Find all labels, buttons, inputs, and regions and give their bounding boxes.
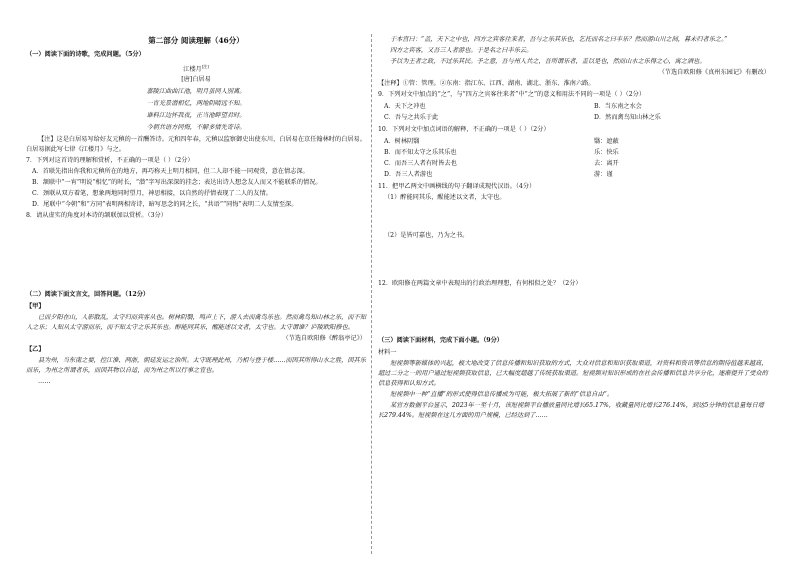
passage-yi-ellipsis: …… bbox=[38, 378, 51, 386]
q10-option-a: A．树林阴翳 bbox=[384, 138, 420, 145]
passage-jia-label: 【甲】 bbox=[26, 303, 45, 311]
poem-line: 一宵光景潜相忆，两地阴晴远不知。 bbox=[146, 100, 246, 108]
q8-answer-space[interactable] bbox=[26, 222, 366, 288]
q7-option-a: A．首联先指出你我和元稹所在的地方，再巧称天上明月相同，但二人却不能一同观赏，意在情志深。 bbox=[32, 168, 309, 176]
question-7: 7．下列对这首诗的理解和赏析，不正确的一项是（ ）（2分） bbox=[26, 157, 194, 165]
passage-continuation-1: 于本宫曰：“盖，天下之中也，四方之宾客往来者，吾与之乐其乐也，乞托而名之曰丰乐？然而游山川之间，暮未归者乐之。” bbox=[390, 36, 728, 43]
question-9: 9．下列对文中加点的“之”，与“四方之宾客往来者”中“之”的意义和用法不同的一项是（ ）（2分） bbox=[378, 91, 646, 98]
question-10: 10．下列对文中加点词语的解释，不正确的一项是（ ）（2分） bbox=[378, 126, 550, 133]
q10-option-b: B．而不知太守之乐其乐也 bbox=[384, 149, 457, 156]
poem-title bbox=[26, 62, 366, 75]
q7-option-b: B．颔联中“一宵”明说“相忆”的时长，“潜”字写出深深的挂念；表达出诗人想念友人而又不能联系的情况。 bbox=[32, 179, 322, 187]
poem-title-text: 江楼月 bbox=[183, 66, 202, 74]
q9-option-d: D．然而禽鸟知山林之乐 bbox=[594, 114, 661, 121]
passage-continuation-2: 四方之宾客，又吾三人者游也。于是名之曰丰乐云。 bbox=[390, 47, 533, 54]
passage-continuation-3: 予以为王者之政，不过乐其民。予之意，吾与州人共之，吾所谓乐者，盖以是也，然而山水之乐得之心，寓之酒也。 bbox=[390, 58, 706, 65]
section3-heading: （三）阅读下面材料，完成下面小题。（9分） bbox=[378, 337, 503, 344]
q10-option-c: C．而吾三人者有时皆去也 bbox=[384, 160, 457, 167]
material1-text: 短视频等新媒体的兴起，极大地改变了信息传播和知识获取的方式，大众对信息和知识获取渠道，对资料和资讯等信息的期待值越来越高，超过二分之一的用户通过短视频获取信息，已大幅度超越了传统获取渠道。短视频对知识形成的在社会传播和信息共享分化，逐渐提升了受众的信息获得和认知方式。 bbox=[378, 360, 768, 387]
passage-yi: 县为州，当东南之要，控江淮、两浙，朝廷发运之治所。太守既理此州，乃相与登于楼……而因其所得山水之胜，因其乐而乐，为州之所谓者乐，而因其物以自适，而为州之所以行事之宜也。 bbox=[26, 357, 366, 375]
material1-text-2: 短视频中一种“直播”的形式使得信息传播成为可能，极大拓展了新的“信息自由”。 bbox=[390, 391, 614, 398]
q9-options bbox=[378, 101, 770, 124]
passage-jia: 已而夕阳在山，人影散乱，太守归而宾客从也。树林阴翳，鸣声上下，游人去而禽鸟乐也。然而禽鸟知山林之乐，而不知人之乐；人知从太守游而乐，而不知太守之乐其乐也。醉能同其乐，醒能述以文者，太守也。太守谓谁？庐陵欧阳修也。 bbox=[26, 314, 366, 332]
poem-line: 今朝共语方同悔，不解多情先寄诗。 bbox=[146, 124, 246, 132]
part-title: 第二部分 阅读理解（46分） bbox=[148, 36, 244, 45]
question-12: 12．欧阳修在两篇文章中表现出的行政治理理想，有何相似之处？（2分） bbox=[378, 280, 582, 287]
poem-note-mark: [注] bbox=[201, 64, 209, 69]
q7-option-d: D．尾联中“今朝”和“方同”表明两相寄诗，暗写思念的同之长，“共语”“同悔”表明二人友情至深。 bbox=[32, 201, 298, 209]
passage-notes: 【注释】①管：管理。②东南：指江东、江西、湖南、湖北、浙东、淮南六路。 bbox=[378, 80, 595, 87]
q11-sentence-1: （1）醉能同其乐，醒能述以文者，太守也。 bbox=[384, 194, 506, 201]
passage-yi-label: 【乙】 bbox=[26, 346, 45, 354]
right-column bbox=[378, 34, 770, 422]
column-divider bbox=[371, 34, 372, 554]
q10-gloss-d: 游：谨 bbox=[594, 171, 613, 178]
q10-options bbox=[378, 136, 770, 181]
material1-label: 材料一 bbox=[378, 349, 397, 356]
q11-sentence-2: （2）是皆可嘉也，乃为之书。 bbox=[384, 232, 469, 239]
poem-line: 谁料江边怀我夜，正当池畔望君时。 bbox=[146, 112, 246, 120]
q10-gloss-b: 乐：快乐 bbox=[594, 149, 619, 156]
q10-option-d: D．吾三人者游也 bbox=[384, 171, 433, 178]
section2-heading: （二）阅读下面文言文，回答问题。（12分） bbox=[26, 291, 150, 299]
passage-yi-source: （节选自欧阳修《真州东园记》有删改） bbox=[658, 69, 770, 76]
q9-option-b: B．当东南之水会 bbox=[594, 103, 642, 110]
question-11: 11．把甲乙两文中画横线的句子翻译成现代汉语。（4分） bbox=[378, 183, 536, 190]
section1-heading: （一）阅读下面的诗歌，完成问题。（5分） bbox=[26, 51, 145, 58]
q7-option-c: C．颈联从双方着笔，想象两地同时望月，神思相接，以自然的抒情表现了二人的友情。 bbox=[32, 190, 272, 198]
q11-2-answer-space[interactable] bbox=[378, 242, 770, 278]
q9-option-c: C．吾与之共乐于此 bbox=[384, 114, 439, 121]
q12-answer-space[interactable] bbox=[378, 290, 770, 334]
poem-line: 嘉陵江曲曲江池，明月虽同人别离。 bbox=[146, 88, 246, 96]
q9-option-a: A．天下之冲也 bbox=[384, 103, 426, 110]
q11-1-answer-space[interactable] bbox=[378, 204, 770, 230]
passage-jia-source: （节选自欧阳修《醉翁亭记》） bbox=[282, 335, 366, 343]
material1-stats: 某官方数据平台显示，2023年一至十月，该短视频平台播放量同比增长65.17%，收藏量同比增长276.14%，到达5分钟的信息量每日增长279.44%。短视频在这几方面的用户规模，已经达到了…… bbox=[378, 402, 764, 419]
question-8: 8．请从虚实的角度对本诗的颔联加以赏析。（3分） bbox=[26, 212, 167, 220]
q10-gloss-a: 翳：遮蔽 bbox=[594, 138, 619, 145]
poem-note: 【注】这是白居易写给好友元稹的一首酬答诗。元和四年春，元稹以监察御史出使东川，白居易在京任翰林时的白居易。白居易据此写七律《江楼月》与之。 bbox=[26, 136, 366, 154]
left-column bbox=[26, 34, 366, 388]
poem-author: [唐]白居易 bbox=[181, 76, 211, 84]
q10-gloss-c: 去：离开 bbox=[594, 160, 619, 167]
